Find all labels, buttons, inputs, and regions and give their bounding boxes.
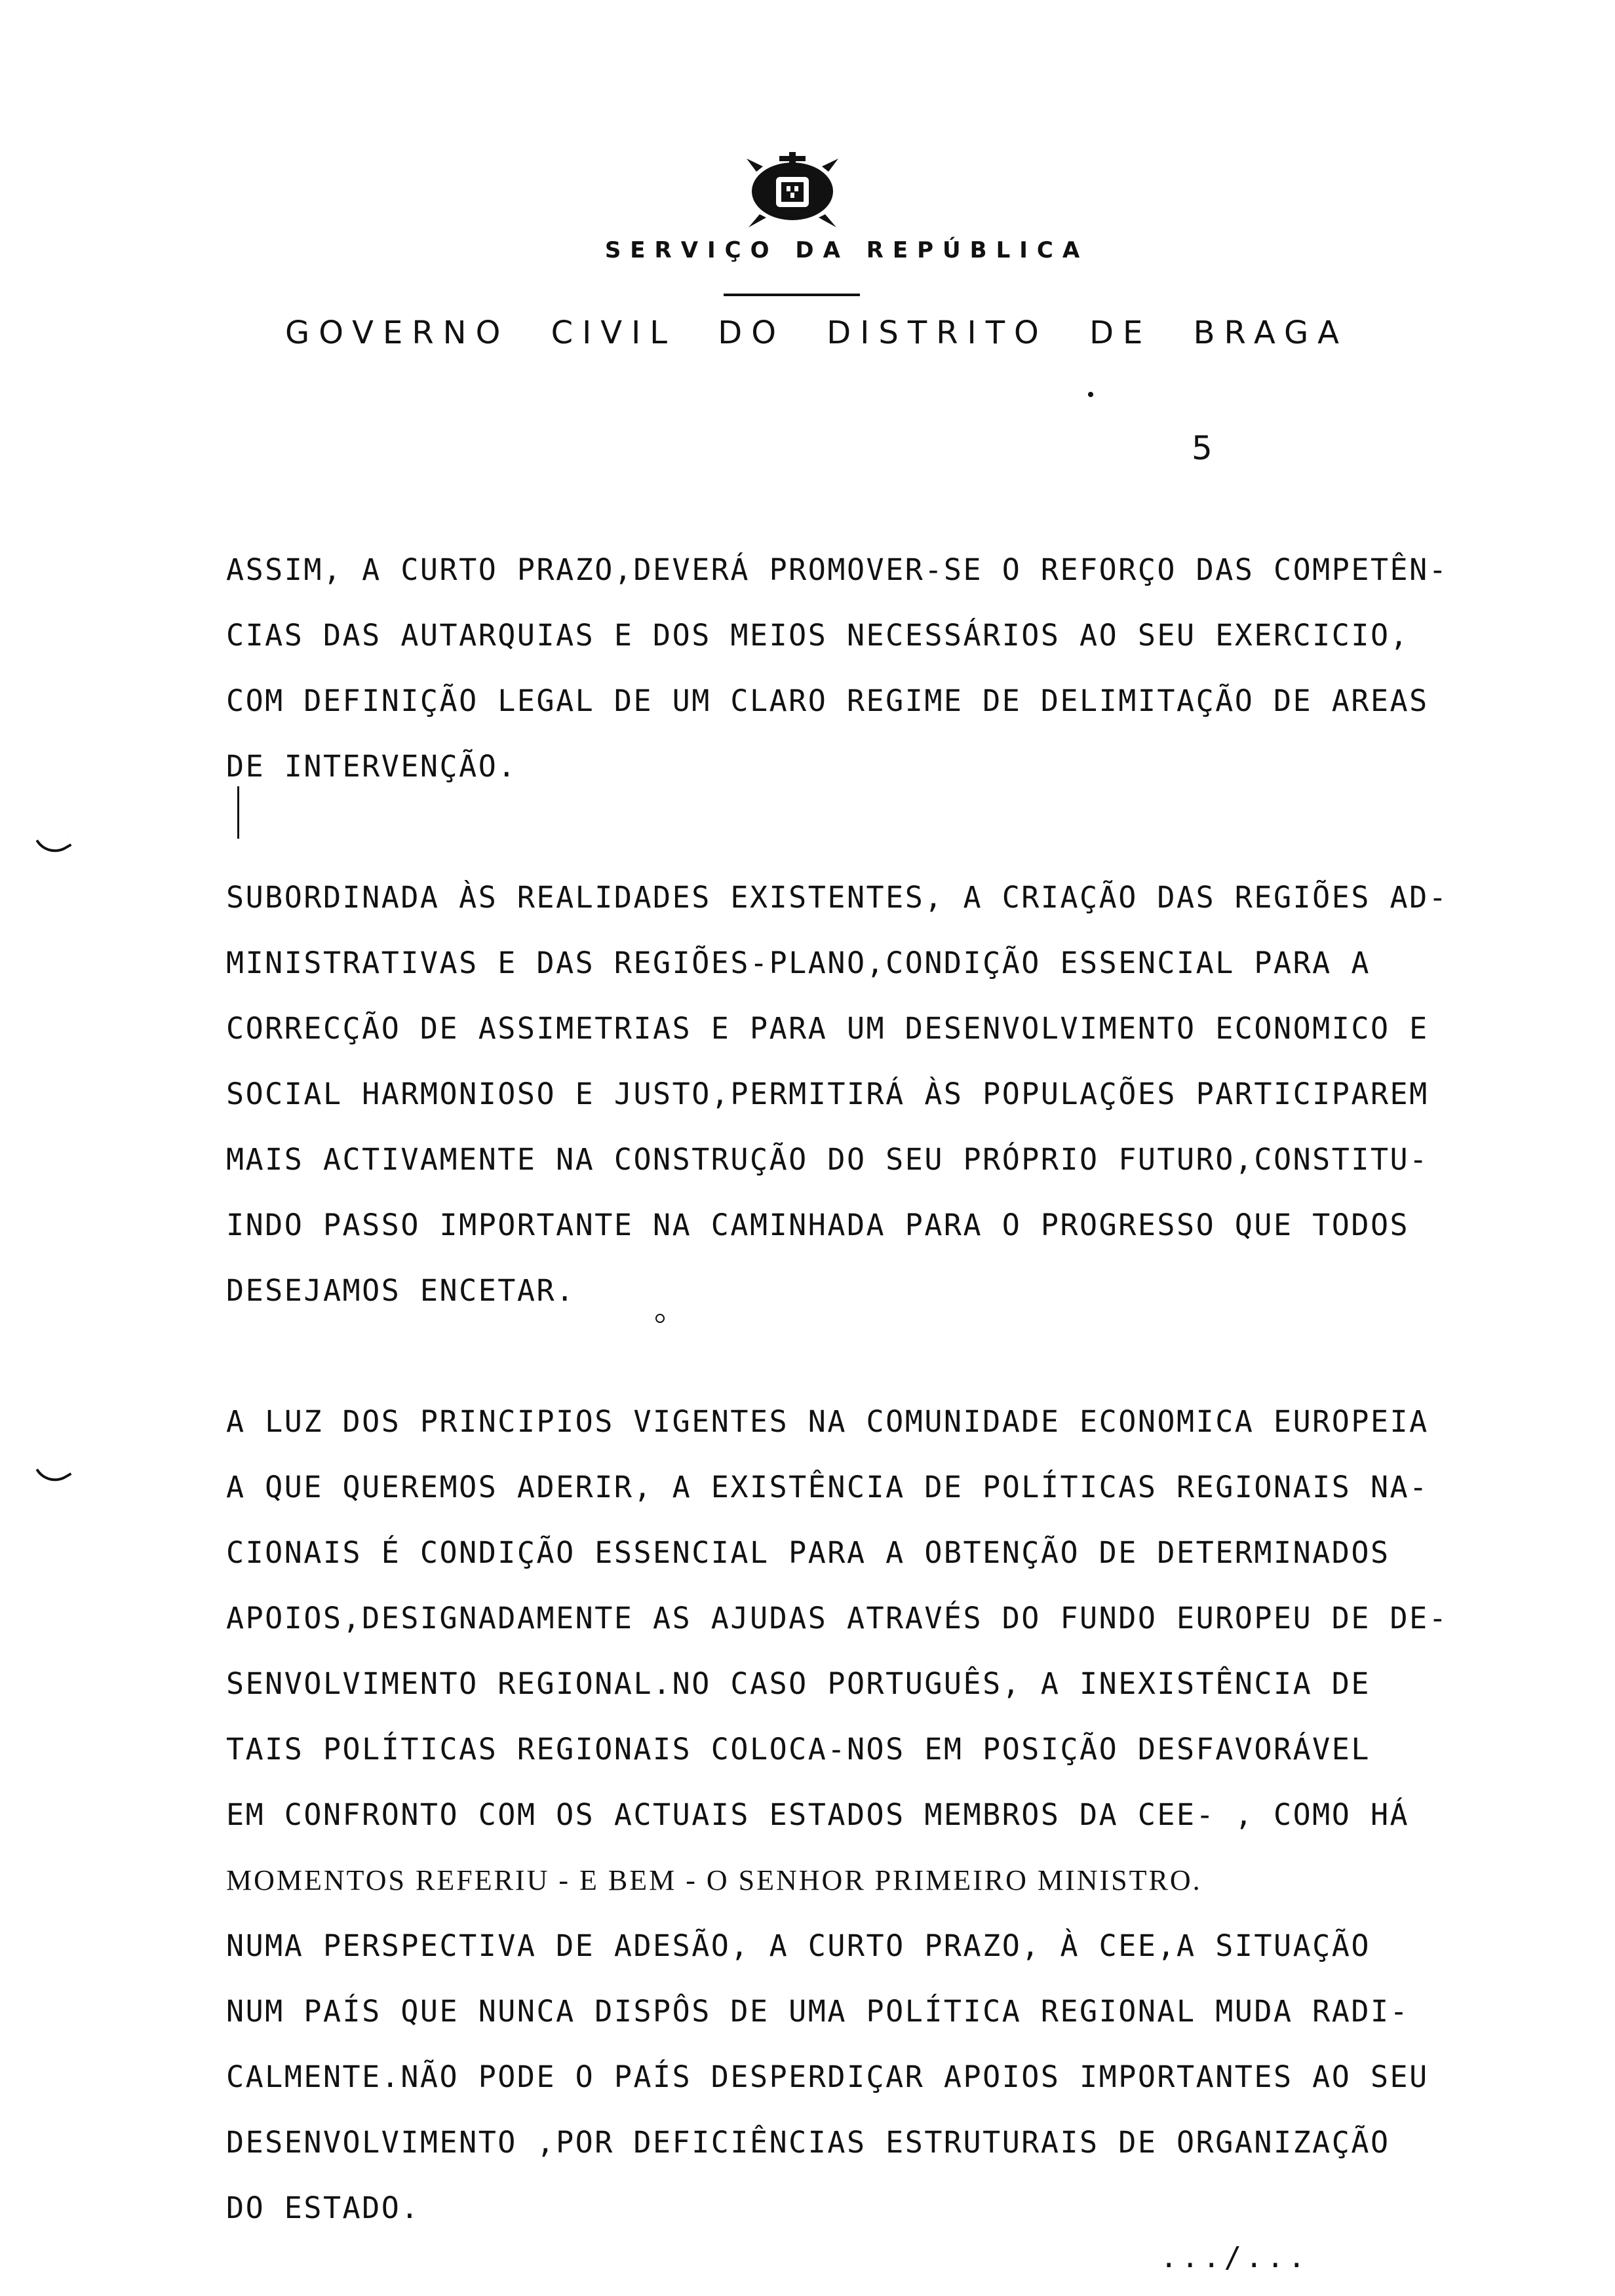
- margin-mark: [35, 826, 71, 860]
- text-line: EM CONFRONTO COM OS ACTUAIS ESTADOS MEMBROS DA CEE- , COMO HÁ: [226, 1797, 1410, 1832]
- text-line: COM DEFINIÇÃO LEGAL DE UM CLARO REGIME DE DELIMITAÇÃO DE AREAS: [226, 683, 1429, 718]
- text-line: SENVOLVIMENTO REGIONAL.NO CASO PORTUGUÊS, A INEXISTÊNCIA DE: [226, 1666, 1371, 1701]
- continuation-marker: .../...: [1160, 2241, 1310, 2274]
- text-line: DO ESTADO.: [226, 2191, 420, 2225]
- text-line: ASSIM, A CURTO PRAZO,DEVERÁ PROMOVER-SE O REFORÇO DAS COMPETÊN-: [226, 552, 1449, 587]
- text-line: SOCIAL HARMONIOSO E JUSTO,PERMITIRÁ ÀS POPULAÇÕES PARTICIPAREM: [226, 1077, 1429, 1111]
- paragraph-2: [226, 865, 1491, 1324]
- text-line: MAIS ACTIVAMENTE NA CONSTRUÇÃO DO SEU PRÓPRIO FUTURO,CONSTITU-: [226, 1142, 1429, 1177]
- page-number: 5: [1192, 429, 1213, 467]
- text-line: INDO PASSO IMPORTANTE NA CAMINHADA PARA O PROGRESSO QUE TODOS: [226, 1208, 1410, 1242]
- margin-mark: [35, 1455, 71, 1489]
- text-line: MINISTRATIVAS E DAS REGIÕES-PLANO,CONDIÇÃO ESSENCIAL PARA A: [226, 946, 1371, 980]
- text-line: APOIOS,DESIGNADAMENTE AS AJUDAS ATRAVÉS DO FUNDO EUROPEU DE DE-: [226, 1601, 1449, 1636]
- service-header: SERVIÇO DA REPÚBLICA: [604, 237, 1089, 263]
- text-line: SUBORDINADA ÀS REALIDADES EXISTENTES, A CRIAÇÃO DAS REGIÕES AD-: [226, 880, 1449, 915]
- text-line: NUM PAÍS QUE NUNCA DISPÔS DE UMA POLÍTICA REGIONAL MUDA RADI-: [226, 1994, 1410, 2029]
- paragraph-3: [226, 1389, 1491, 2241]
- text-line: TAIS POLÍTICAS REGIONAIS COLOCA-NOS EM POSIÇÃO DESFAVORÁVEL: [226, 1732, 1371, 1767]
- text-line: CIONAIS É CONDIÇÃO ESSENCIAL PARA A OBTENÇÃO DE DETERMINADOS: [226, 1535, 1390, 1570]
- stray-dot: [1088, 392, 1093, 397]
- text-line: DESENVOLVIMENTO ,POR DEFICIÊNCIAS ESTRUTURAIS DE ORGANIZAÇÃO: [226, 2125, 1390, 2160]
- text-line: DESEJAMOS ENCETAR.: [226, 1273, 575, 1308]
- text-line: DE INTERVENÇÃO.: [226, 749, 517, 784]
- paragraph-1: [226, 537, 1491, 799]
- text-line: A QUE QUEREMOS ADERIR, A EXISTÊNCIA DE POLÍTICAS REGIONAIS NA-: [226, 1470, 1429, 1504]
- margin-stroke: [237, 786, 239, 839]
- text-line: CIAS DAS AUTARQUIAS E DOS MEIOS NECESSÁRIOS AO SEU EXERCICIO,: [226, 618, 1410, 653]
- header-divider: [724, 294, 860, 296]
- text-line: CALMENTE.NÃO PODE O PAÍS DESPERDIÇAR APOIOS IMPORTANTES AO SEU: [226, 2059, 1429, 2094]
- text-line: CORRECÇÃO DE ASSIMETRIAS E PARA UM DESENVOLVIMENTO ECONOMICO E: [226, 1011, 1429, 1046]
- text-line: NUMA PERSPECTIVA DE ADESÃO, A CURTO PRAZO, À CEE,A SITUAÇÃO: [226, 1928, 1371, 1963]
- stray-dot: [655, 1314, 665, 1323]
- text-line: MOMENTOS REFERIU - E BEM - O SENHOR PRIMEIRO MINISTRO.: [226, 1864, 1202, 1896]
- coat-of-arms-emblem: [743, 152, 842, 237]
- text-line: A LUZ DOS PRINCIPIOS VIGENTES NA COMUNIDADE ECONOMICA EUROPEIA: [226, 1404, 1429, 1439]
- office-title: GOVERNO CIVIL DO DISTRITO DE BRAGA: [285, 315, 1348, 351]
